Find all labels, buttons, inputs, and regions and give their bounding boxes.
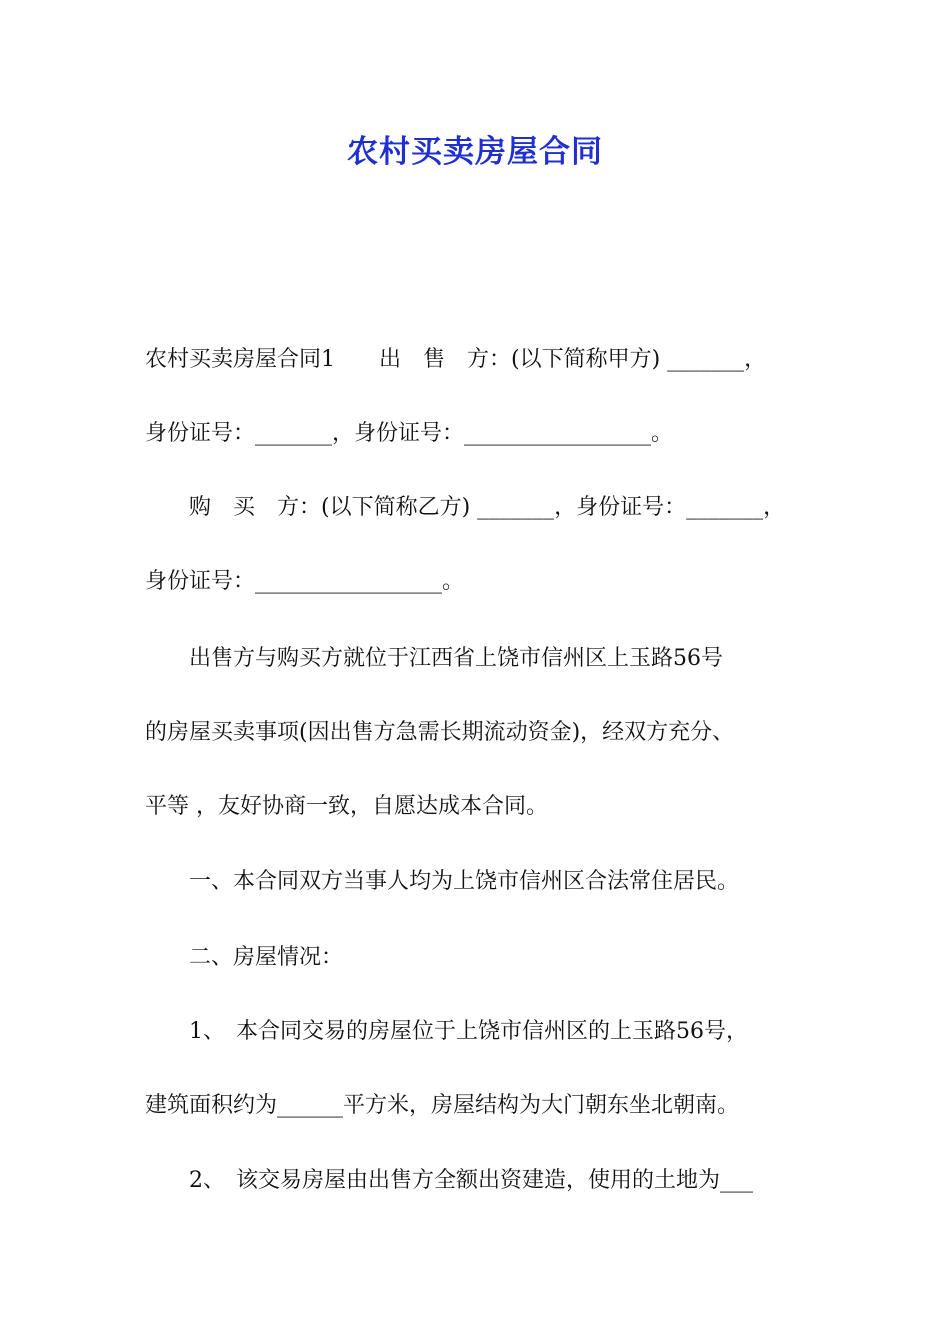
paragraph-line-11: 建筑面积约为______平方米，房屋结构为大门朝东坐北朝南。 xyxy=(145,1093,740,1118)
paragraph-line-10: 1、 本合同交易的房屋位于上饶市信州区的上玉路56号， xyxy=(145,1019,748,1044)
document-title: 农村买卖房屋合同 xyxy=(347,134,603,170)
paragraph-line-12: 2、 该交易房屋由出售方全额出资建造，使用的土地为___ xyxy=(145,1168,753,1193)
paragraph-line-3: 购 买 方：(以下简称乙方) _______，身份证号：_______， xyxy=(145,495,786,520)
paragraph-line-7: 平等 ，友好协商一致，自愿达成本合同。 xyxy=(145,794,548,819)
paragraph-line-1: 农村买卖房屋合同1 出 售 方：(以下简称甲方) _______， xyxy=(145,347,767,372)
paragraph-line-8: 一、本合同双方当事人均为上饶市信州区合法常住居民。 xyxy=(145,869,740,894)
paragraph-line-2: 身份证号：_______，身份证号：_________________。 xyxy=(145,421,674,446)
paragraph-line-4: 身份证号：_________________。 xyxy=(145,569,465,594)
paragraph-line-9: 二、房屋情况： xyxy=(145,945,344,970)
paragraph-line-5: 出售方与购买方就位于江西省上饶市信州区上玉路56号 xyxy=(145,646,723,671)
paragraph-line-6: 的房屋买卖事项(因出售方急需长期流动资金)，经双方充分、 xyxy=(145,720,735,745)
